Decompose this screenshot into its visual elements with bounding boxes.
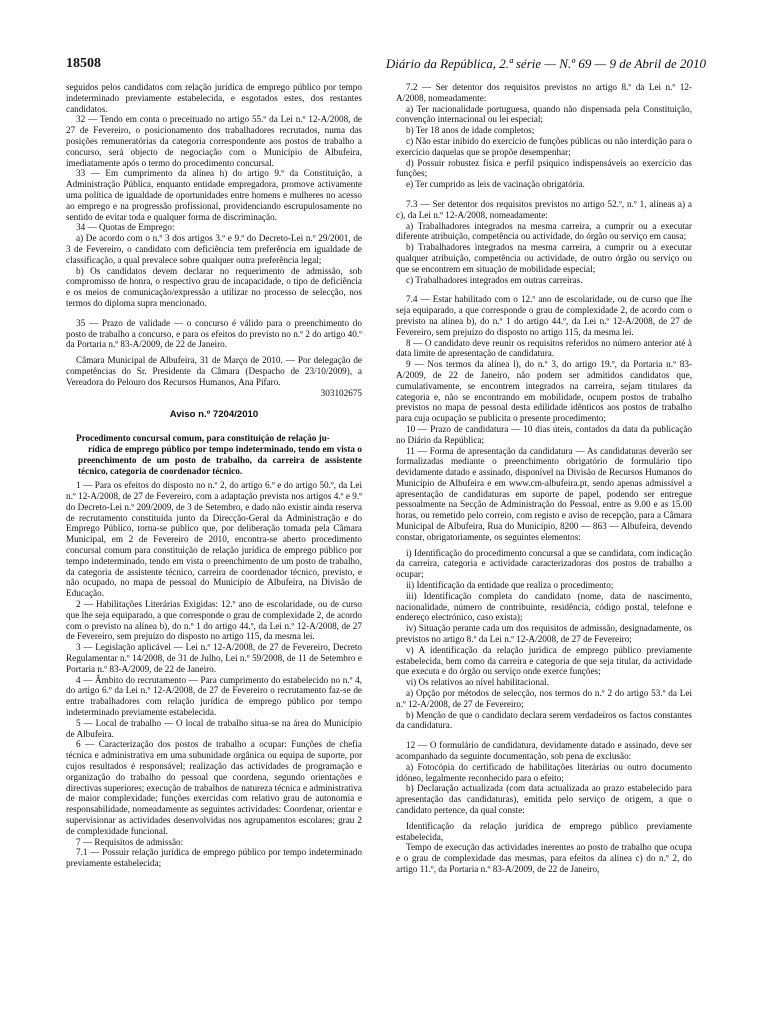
paragraph-7-2b: b) Ter 18 anos de idade completos; bbox=[406, 125, 535, 136]
paragraph-34b: b) Os candidatos devem declarar no requerimento de admissão, sob compromisso de honra, o respectivo grau de incapacidade, o tipo de deficiência e os meios de comunicação/expressão a utilizar no processo de selecção, nos termos do diploma supra mencionado. bbox=[66, 265, 362, 308]
paragraph-7-3: 7.3 — Ser detentor dos requisitos previstos no artigo 52.º, n.º 1, alíneas a) a c), da Lei n.º 12-A/2008, nomeadamente: bbox=[396, 198, 692, 220]
paragraph-11: 11 — Forma de apresentação da candidatura — As candidaturas deverão ser formalizadas mediante o preenchimento obrigatório de formulário tipo devidamente datado e assinado, disponível na Divisão de Recursos Humanos do Município de Albufeira e em www.cm-albufeira.pt, sendo apenas admissível a apresentação de candidaturas em suporte de papel, podendo ser entregue pessoalmente na Secção de Administração do Pessoal, entre as 9.00 e as 15.00 horas, ou remetido pelo correio, com registo e aviso de recepção, para a Câmara Municipal de Albufeira, Rua do Município, 8200 — 863 — Albufeira, devendo constar, obrigatoriamente, os seguintes elementos: bbox=[396, 445, 692, 542]
paragraph-7-3a: a) Trabalhadores integrados na mesma carreira, a cumprir ou a executar diferente atribuição, competência ou actividade, do órgão ou serviço em causa; bbox=[396, 220, 692, 242]
paragraph-11-iii: iii) Identificação completa do candidato (nome, data de nascimento, nacionalidade, número de contribuinte, residência, código postal, telefone e endereço electrónico, caso exista); bbox=[396, 590, 692, 623]
paragraph-12-b-1: Identificação da relação jurídica de emprego público previamente estabelecida, bbox=[396, 820, 692, 842]
paragraph-32: 32 — Tendo em conta o preceituado no artigo 55.º da Lei n.º 12-A/2008, de 27 de Fevereiro, o posicionamento dos trabalhadores recrutados, numa das posições remuneratórias da categoria correspondente aos postos de trabalho a concurso, será objecto de negociação com o Município de Albufeira, imediatamente após o termo do procedimento concursal. bbox=[66, 114, 362, 168]
paragraph-7-4: 7.4 — Estar habilitado com o 12.º ano de escolaridade, ou de curso que lhe seja equiparado, a que corresponde o grau de complexidade 2, de acordo com o previsto na alínea b), do n.º 1 do artigo 44.º, da Lei n.º 12-A/2008, de 27 de Fevereiro, sem prejuízo do disposto no artigo 115, da mesma lei. bbox=[396, 294, 692, 337]
paragraph-7-2c: c) Não estar inibido do exercício de funções públicas ou não interdição para o exercício daquelas que se propõe desempenhar; bbox=[396, 135, 692, 157]
paragraph-10: 10 — Prazo de candidatura — 10 dias úteis, contados da data da publicação no Diário da República; bbox=[396, 423, 692, 445]
paragraph-35: 35 — Prazo de validade — o concurso é válido para o preenchimento do posto de trabalho a concurso, e para os efeitos do previsto no n.º 2 do artigo 40.º da Portaria n.º 83-A/2009, de 22 de Janeiro. bbox=[66, 317, 362, 350]
journal-title: Diário da República, 2.ª série — N.º 69 — 9 de Abril de 2010 bbox=[385, 56, 706, 71]
notice-title: Aviso n.º 7204/2010 bbox=[169, 409, 259, 421]
paragraph-4: 4 — Âmbito do recrutamento — Para cumprimento do estabelecido no n.º 4, do artigo 6.º da Lei n.º 12-A/2008, de 27 de Fevereiro o recrutamento faz-se de entre trabalhadores com relação jurídica de emprego público por tempo indeterminado previamente estabelecida. bbox=[66, 674, 362, 718]
paragraph-7-2d: d) Possuir robustez física e perfil psíquico indispensáveis ao exercício das funções; bbox=[396, 157, 692, 179]
paragraph-7-3b: b) Trabalhadores integrados na mesma carreira, a cumprir ou a executar qualquer atribuição, competência ou actividade, de outro órgão ou serviço ou que se encontrem em situação de mobilidade especial; bbox=[396, 242, 692, 274]
reference-code: 303102675 bbox=[320, 387, 362, 398]
right-column bbox=[396, 82, 692, 875]
paragraph-12-a: a) Fotocópia do certificado de habilitações literárias ou outro documento idóneo, legalmente reconhecido para o efeito; bbox=[396, 761, 692, 783]
paragraph-12-b: b) Declaração actualizada (com data actualizada ao prazo estabelecido para apresentação das candidaturas), emitida pelo serviço de origem, a que o candidato pertence, da qual conste: bbox=[396, 783, 692, 815]
signature-block bbox=[66, 355, 362, 398]
paragraph-5: 5 — Local de trabalho — O local de trabalho situa-se na área do Município de Albufeira. bbox=[66, 717, 362, 739]
paragraph-7-2e: e) Ter cumprido as leis de vacinação obrigatória. bbox=[406, 179, 585, 190]
paragraph-33: 33 — Em cumprimento da alínea h) do artigo 9.º da Constituição, a Administração Pública, enquanto entidade empregadora, promove activamente uma política de igualdade de oportunidades entre homens e mulheres no acesso ao emprego e na progressão profissional, providenciando escrupulosamente no sentido de evitar toda e qualquer forma de discriminação. bbox=[66, 168, 362, 222]
paragraph-12: 12 — O formulário de candidatura, devidamente datado e assinado, deve ser acompanhado da seguinte documentação, sob pena de exclusão: bbox=[396, 740, 692, 762]
notice-subject-rest: rídica de emprego público por tempo indeterminado, tendo em vista o preenchimento de um posto de trabalho, da carreira de assistente técnico, categoria de coordenador técnico. bbox=[78, 443, 362, 476]
paragraph-1: 1 — Para os efeitos do disposto no n.º 2, do artigo 6.º e do artigo 50.º, da Lei n.º 12-A/2008, de 27 de Fevereiro, com a adaptação prevista nos artigos 4.º e 9.º do Decreto-Lei n.º 209/2009, de 3 de Setembro, e dado não existir ainda reserva de recrutamento constituída junto da Direcção-Geral da Administração e do Emprego Público, torna-se público que, por deliberação tomada pela Câmara Municipal, em 2 de Fevereiro de 2010, encontra-se aberto procedimento concursal comum para constituição de relação jurídica de emprego público por tempo indeterminado, tendo em vista o preenchimento de um posto de trabalho, da categoria de assistente técnico, carreira de coordenador técnico, previsto, e não ocupado, no mapa de pessoal do Município de Albufeira, na Divisão de Educação. bbox=[66, 480, 362, 599]
paragraph-7-2: 7.2 — Ser detentor dos requisitos previstos no artigo 8.º da Lei n.º 12-A/2008, nomeadamente: bbox=[396, 82, 692, 103]
paragraph-34a: a) De acordo com o n.º 3 dos artigos 3.º e 9.º do Decreto-Lei n.º 29/2001, de 3 de Fevereiro, o candidato com deficiência tem preferência em igualdade de classificação, a qual prevalece sobre qualquer outra preferência legal; bbox=[66, 233, 362, 265]
paragraph-7-2a: a) Ter nacionalidade portuguesa, quando não dispensada pela Constituição, convenção internacional ou lei especial; bbox=[396, 103, 692, 125]
paragraph-12-b-2: Tempo de execução das actividades inerentes ao posto de trabalho que ocupa e o grau de complexidade das mesmas, para efeitos da alínea c) do n.º 2, do artigo 11.º, da Portaria n.º 83-A/2009, de 22 de Janeiro, bbox=[396, 842, 692, 874]
signature-text: Câmara Municipal de Albufeira, 31 de Março de 2010. — Por delegação de competências do Sr. Presidente da Câmara (Despacho de 23/10/2009), a Vereadora do Pelouro dos Recursos Humanos, Ana Pífaro. bbox=[66, 355, 362, 387]
paragraph-11-vi: vi) Os relativos ao nível habilitacional. bbox=[406, 677, 549, 688]
left-column bbox=[66, 82, 362, 869]
paragraph: seguidos pelos candidatos com relação jurídica de emprego público por tempo indeterminado previamente estabelecida, e esgotados estes, dos restantes candidatos. bbox=[66, 82, 362, 114]
paragraph-9: 9 — Nos termos da alínea l), do n.º 3, do artigo 19.º, da Portaria n.º 83-A/2009, de 22 de Janeiro, não podem ser admitidos candidatos que, cumulativamente, se encontrem integrados na carreira, sejam titulares da categoria e, não se encontrando em mobilidade, ocupem postos de trabalho previstos no mapa de pessoal desta edilidade idênticos aos postos de trabalho para cuja ocupação se publicita o presente procedimento; bbox=[396, 359, 692, 424]
paragraph-11-a: a) Opção por métodos de selecção, nos termos do n.º 2 do artigo 53.º da Lei n.º 12-A/2008, de 27 de Fevereiro; bbox=[396, 688, 692, 709]
paragraph-8: 8 — O candidato deve reunir os requisitos referidos no número anterior até à data limite de apresentação de candidatura. bbox=[396, 337, 692, 359]
notice-subject-first-line: Procedimento concursal comum, para constituição de relação ju- bbox=[76, 433, 330, 444]
paragraph-11-iv: iv) Situação perante cada um dos requisitos de admissão, designadamente, os previstos no artigo 8.º da Lei n.º 12-A/2008, de 27 de Fevereiro; bbox=[396, 623, 692, 645]
page-number: 18508 bbox=[66, 56, 101, 71]
paragraph-11-v: v) A identificação da relação jurídica de emprego público previamente estabelecida, bem como da carreira e categoria de que seja titular, da actividade que executa e do órgão ou serviço onde exerce funções; bbox=[396, 644, 692, 677]
paragraph-11-b: b) Menção de que o candidato declara serem verdadeiros os factos constantes da candidatura. bbox=[396, 709, 692, 731]
paragraph-34: 34 — Quotas de Emprego: bbox=[76, 222, 175, 233]
paragraph-3: 3 — Legislação aplicável — Lei n.º 12-A/2008, de 27 de Fevereiro, Decreto Regulamentar n.º 14/2008, de 31 de Julho, Lei n.º 59/2008, de 11 de Setembro e Portaria n.º 83-A/2009, de 22 de Janeiro. bbox=[66, 642, 362, 674]
paragraph-11-ii: ii) Identificação da entidade que realiza o procedimento; bbox=[406, 580, 614, 591]
paragraph-6: 6 — Caracterização dos postos de trabalho a ocupar: Funções de chefia técnica e administrativa em uma subunidade orgânica ou equipa de suporte, por cujos resultados é responsável; realização das actividades de programação e organização do trabalho do pessoal que coordena, segundo orientações e directivas superiores; execução de trabalhos de natureza técnica e administrativa de maior complexidade; funções exercidas com relativo grau de autonomia e responsabilidade, nomeadamente as seguintes actividades: Coordenar, orientar e supervisionar as actividades desenvolvidas nos agrupamentos escolares; grau 2 de complexidade funcional. bbox=[66, 739, 362, 836]
paragraph-7-3c: c) Trabalhadores integrados em outras carreiras. bbox=[406, 274, 583, 285]
page-header bbox=[66, 56, 706, 74]
paragraph-7-1: 7.1 — Possuir relação jurídica de emprego público por tempo indeterminado previamente estabelecida; bbox=[66, 847, 362, 869]
paragraph-7: 7 — Requisitos de admissão: bbox=[76, 836, 184, 847]
paragraph-11-i: i) Identificação do procedimento concursal a que se candidata, com indicação da carreira, categoria e actividade caracterizadoras dos postos de trabalho a ocupar; bbox=[396, 547, 692, 580]
notice-subject bbox=[66, 433, 362, 476]
paragraph-2: 2 — Habilitações Literárias Exigidas: 12.º ano de escolaridade, ou de curso que lhe seja equiparado, a que corresponde o grau de complexidade 2, de acordo com o previsto na alínea b), do n.º 1 do artigo 44.º, da Lei n.º 12-A/2008, de 27 de Fevereiro, sem prejuízo do disposto no artigo 115, da mesma lei. bbox=[66, 599, 362, 642]
